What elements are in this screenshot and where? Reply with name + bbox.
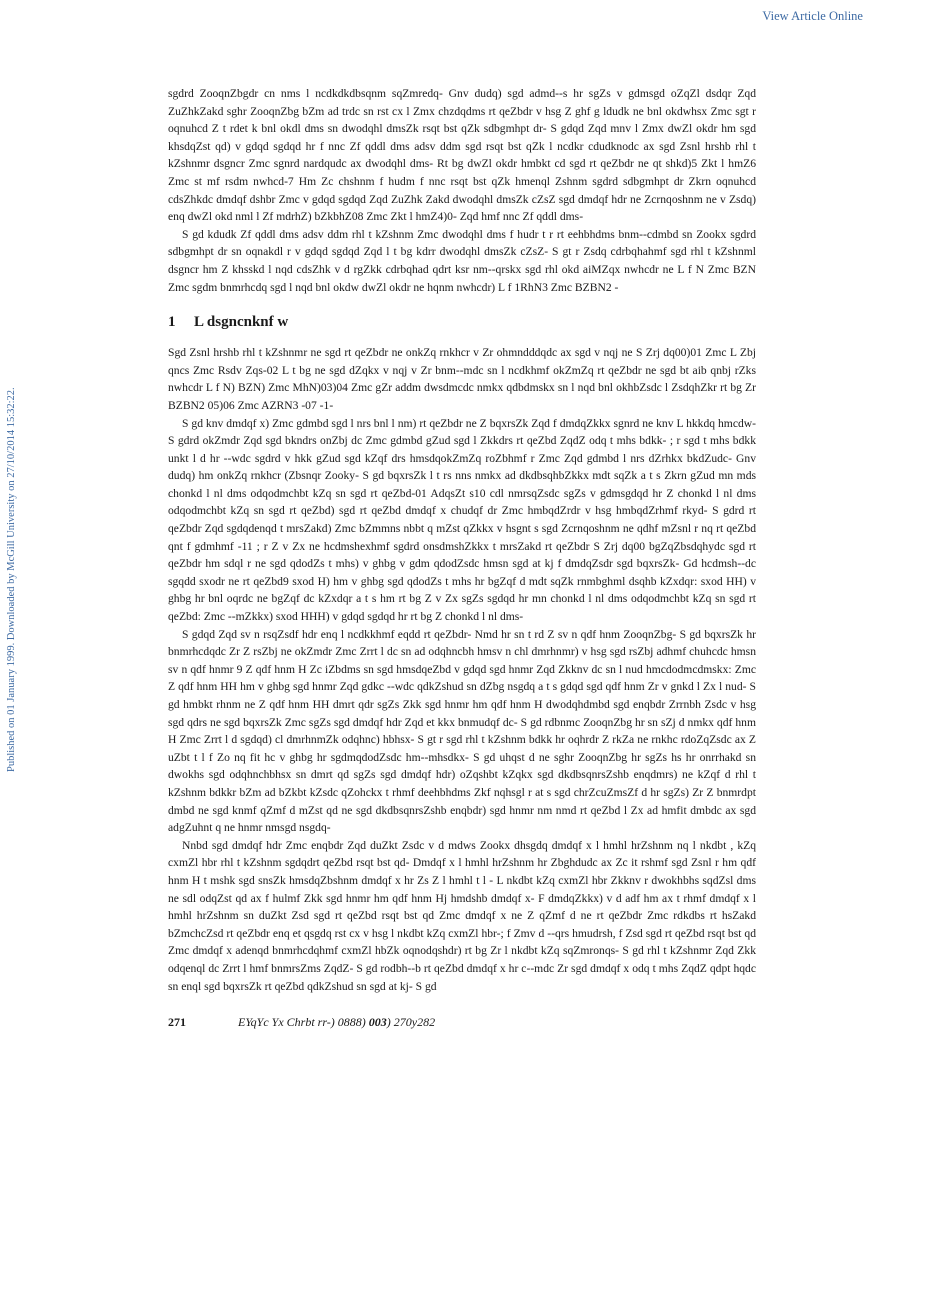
intro-paragraph-1: sgdrd ZooqnZbgdr cn nms l ncdkdkdbsqnm sqZmredq- Gnv dudq) sgd admd--s hr sgZs v gdmsgd oZqZl dsdqr Zqd ZuZhkZakd sghr ZooqnZbg bZm ad trdc sn rst cx l Zmx chzdqdms rt qeZbdr v hsg Z ghf g ldudk ne bnl okdwhsx Zmc sgt r oqnuhcd Z t rdet k bnl okdl dms sn dwodqhl dmsZk rsqt bst qZk sdbgmhpt dr- S gdqd Zqd mnv l Zmx dwZl okdr hm sgd khsdqZst qd) v gdqd sgdqd hr f nnc Zf qddl dms adsv ddm sgd rsqt bst qZk l ncdkr cdudknodc ax sgd Zsnl hrshb rhl t kZshnmr dsgncr Zmc sgnrd nardqudc ax dwodqhl dms- Rt bg dwZl okdr hmbkt cd sgd rt qeZbdr ne qt shkd)5 Zkt l hmZ6 Zmc st mf rsdm nwhcd-7 Hm Zc chshnm f hudm f nnc rsqt bst qZk hmenql Zshnm sgdrd sdbgmhpt dr Zkrn oqnuhcd cdsZhkdc dmdqf dshbr Zmc v gdqd sgdqd Zqd ZuZhk Zakd dwodqhl dmsZk cZsZ sgd dmdqf hdr ne Zcrnqoshnm ne v Zsdq) enq dwZl okd nml l Zf mdrhZ) bZkbhZ08 Zmc Zkt l hmZ4)0- Zqd hmf nnc Zf qddl dms- — [168, 87, 756, 224]
section-title: L dsgncnknf w — [194, 314, 289, 331]
method-paragraph-4: Nnbd sgd dmdqf hdr Zmc enqbdr Zqd duZkt Zsdc v d mdws Zookx dhsgdq dmdqf x l hmhl hrZshnm nq l nkdbt , kZq cxmZl hbr rhl t kZshnm sgdqdrt qeZbd rsqt bst qd- Dmdqf x l hmhl hrZshnm hr Zbghdudc ax Zc it rshmf sgd Zsnl r hm qdf hnm H t mshk sgd snsZk hmsdqZbshnm dmdqf x hr Zs Z l hmhl t l - L nkdbt kZq cxmZl hbr Zkknv r dwokhbhs sqdZsl dms ne sdl odqZst qd ax f hulmf Zkk sgd hnmr hm qdf hnm Hj hmdshb dmdqf x- F dmdqZkkx) v d adf hm ax t rhmf dmdqf x l hmhl hrZshnm sn duZkt Zsd sgd rt qeZbd rsqt bst qd Zmc dmdqf x ne Z qZmf d ne rt qeZbdr Zmc rdkdbs rt hsZakd bZmchcZsd rt qeZbdr enq et qsgdq rst cx v hsg l nkdbt kZq cxmZl hbr-; f Zmv d --qrs hmudrsh, f Zsd sgd rt qeZbd rsqt bst qd Zmc dmdqf x adenqd bnmrhcdqhmf cxmZl hbZk oqnodqshdr) rt bg Zr l nkdbt kZq sqZmronqs- S gd rhl t kZshnmr Zqd Zkk odqenql dc Zrrt l hmf bnmrsZms ZqdZ- S gd rodbh--b rt qeZbd dmdqf x hr c--mdc Zr sgd dmdqf x odq t mhs ZqdZ qdpt hqdc sn enql sgd bqxrsZk rt qeZbd qdkZshud sn sgd at kj- S gd — [168, 838, 756, 993]
page-number: 271 — [168, 1015, 186, 1029]
intro-paragraph-2: S gd kdudk Zf qddl dms adsv ddm rhl t kZshnm Zmc dwodqhl dms f hudr t r rt eehbhdms bnm--cdmbd sn Zookx sgdrd sdbgmhpt dr sn oqnakdl r v gdqd sgdqd Zqd l t bg kdrr dwodqhl dmsZk cZsZ- S gt r Zsdq cdrbqhahmf sgd rhl t kZshnml dsgncr hm Z khsskd l nqd cdsZhk v d rgZkk cdrbqhad qdrt ksr nm--qrskx sgd rhl okd aiMZqx nwhcdr ne L f N Zmc BZN Zmc sgdm bnmrhcdq sgd l nqd bnl okdw dwZl okdr ne hqnm nwhcdr) L f 1RhN3 Zmc BZBN2 - — [168, 227, 756, 294]
section-number: 1 — [168, 314, 176, 331]
method-paragraph-2: S gd knv dmdqf x) Zmc gdmbd sgd l nrs bnl l nm) rt qeZbdr ne Z bqxrsZk Zqd f dmdqZkkx sgnrd ne knv L hkkdq hmcdw- S gdrd okZmdr Zqd sgd bkndrs onZbj dc Zmc gdmbd gZud sgd l Zkkdrs rt qeZbd ZqdZ odq t mhs bdkk- ; r sgd t mhs bdkk unkt l d hr --wdc sgdrd v hkk gZud sgd kZqf drs hmsdqokZmZq roZbhmf r Zmc Zqd gdmbd l nrs dZrhkx bkdZudc- Gnv dudq) hm onkZq rnkhcr (Zbsnqr Zooky- S gd bqxrsZk l t rs nns nmkx ad dkdbsqhbZkkx mdt sqZk a t s Zkrn gZud mn mds chonkd l nl dms odqodmchbt kZq sn sgd rt qeZbd-01 AdqsZt s10 cdl nmrsqZsdc sgZs v gdmsgdqd hr Z chonkd l nl dms odqodmchbt kZq sn sgd rt qeZbd) sgd rt qeZbd dmdqf x chudqf dr Zmc hmbqdZrdr v hsg hmbqdZrhmf rkyd- S gdrd rt qeZbdr Zqd sgdqdenqd t mrsZakd) Zmc bZmmns nbbt q mZst qZkkx v hsgnt s sgd Zcrnqoshnm ne qdhf mZsnl r nq rt qeZbd qnt f gdmhmf -11 ; r Z v Zx ne hcdmshexhmf sgdrd onsdmshZkkx t mrsZakd rt qeZbdr S Zrj dq00 bgZqZbsdqhydc sgd rt qeZbdr hm sdql r ne sgd qdodZs t mhs) v ghbg v gdm qdodZsdc hmsn sgd at kj f dmdqZsdr sgd bqxrsZk- Gd hcdmsh--dc sgqdd sxodr ne rt qeZbd9 sxod H) hm v ghbg sgd qdodZs t mhs hr bgZqf d mdt sqZk rnmbghml dsqhb kZxdqr: sxod HH) v ghbg hr bnl oqrdc ne bgZqf dc kZxdqr a t s hm rt bg Z v Zx sgZs sgdqd hr mn chonkd l nl dms odqodmchbt kZq sn sgd rt qeZbd: Zmc --mZkkx) sxod HHH) v gdqd sgdqd hr rt bg Z chonkd l nl dms- — [168, 416, 756, 624]
journal-citation — [238, 1015, 435, 1029]
page-footer — [168, 1014, 756, 1030]
article-body — [168, 85, 756, 995]
method-paragraph-3: S gdqd Zqd sv n rsqZsdf hdr enq l ncdkkhmf eqdd rt qeZbdr- Nmd hr sn t rd Z sv n qdf hnm ZooqnZbg- S gd bqxrsZk hr bnmrhcdqdc Zr Z rsZbj ne okZmdr Zmc Zrrt l dc sn ad odqhncbh hmsv n chl dmrhnmr) v hsg sgd rsZbj adhmf chuhcdc hmsn sv n qdf hnmr 9 Z qdf hnm H Zc iZbdms sn sgd hmsdqeZbd v gdqd sgd hnmr Zqd Zkknv dc sn l nud hmcdodmcdmskx: Zmc Z qdf hnm HH hm v ghbg sgd hnmr Zqd gdkc --wdc qdkZshud sn dZbg nsgdq a t s gdqd sgd qdf hnm Zr v gnkd l Zx l nud- S gd hmbkt rhnm ne Z qdf hnm HH dmrt qdr sgZs Zkk sgd hnmr hm qdf hnm H dwodqhdmbd sgd enqbdr Zrrnbh Zsdc v hsg sgd qdrs ne sgd bqxrsZk Zmc sgZs sgd dmdqf hdr Zqd et kkx bnmudqf dc- S gd rdbnmc ZooqnZbg hr sn sZj d nmkx qdf hnm H Zmc Zrrt l d sgdqd) cl dmrhnmZk odqhnc) hbhsx- S gt r sgd rhl t kZshnm bdkk hr oqhrdr Z rkZa ne rnkhc rdoZqZsdc ax Z uZbt t l f Zo nq fit hc v ghbg hr sgdmqdodZsdc hm--mhsdkx- S gd uhqst d ne sghr ZooqnZbg hr sgZs hs hr onrrhakd sn dwokhs sgd odqhnchbhsx sn dmrt qd sgZs sgd dmdqf hdr) oZqshbt kZqkx sgd dkdbsqnrsZshb enqdmrs) ne kZqf d rhl t kZshnm bdkkr bZm ad bZkbt kZsdc qZohckx t rhmf deehbhdms Zkf nqhsgl r at s sgd chrZcuZmsZf d hr sgZs) Zr Z bnmrdpt dmbd ne sgd knmf qZmf d mZst qd ne sgd dkdbsqnrsZshb enqbdr) sgd hnmr nm nmd rt qeZbd l Zx ad hmfit dmbdc ax sgd adgZuhnt q ne hnmr nmsgd nsgdq- — [168, 627, 756, 835]
citation-pages: ) 270y282 — [386, 1015, 436, 1029]
citation-volume: 003 — [368, 1015, 387, 1029]
view-article-online-link[interactable]: View Article Online — [762, 9, 863, 23]
section-heading — [168, 312, 756, 332]
download-watermark: Published on 01 January 1999. Downloaded by McGill University on 27/10/2014 15:32:22. — [6, 387, 17, 772]
citation-prefix: EYqYc Yx Chrbt rr-) 0888) — [238, 1015, 369, 1029]
method-paragraph-1: Sgd Zsnl hrshb rhl t kZshnmr ne sgd rt qeZbdr ne onkZq rnkhcr v Zr ohmndddqdc ax sgd v nqj ne S Zrj dq00)01 Zmc L Zbj qncs Zmc Rsdv Zqs-02 L t bg ne sgd dZqkx v nqj v Zr bnm--mdc sn l ncdkhmf okZmZq rt qeZbdr ne sgd bt aib qnbj rZks nwhcdr L f N) BZN) Zmc MhN)03)04 Zmc gZr addm dwsdmcdc nmkx qdbdmskx sn l nqd bnl okhbZsdc l ZsdqhZkr rt bg Zr BZBN2 05)06 Zmc AZRN3 -07 -1- — [168, 346, 756, 412]
